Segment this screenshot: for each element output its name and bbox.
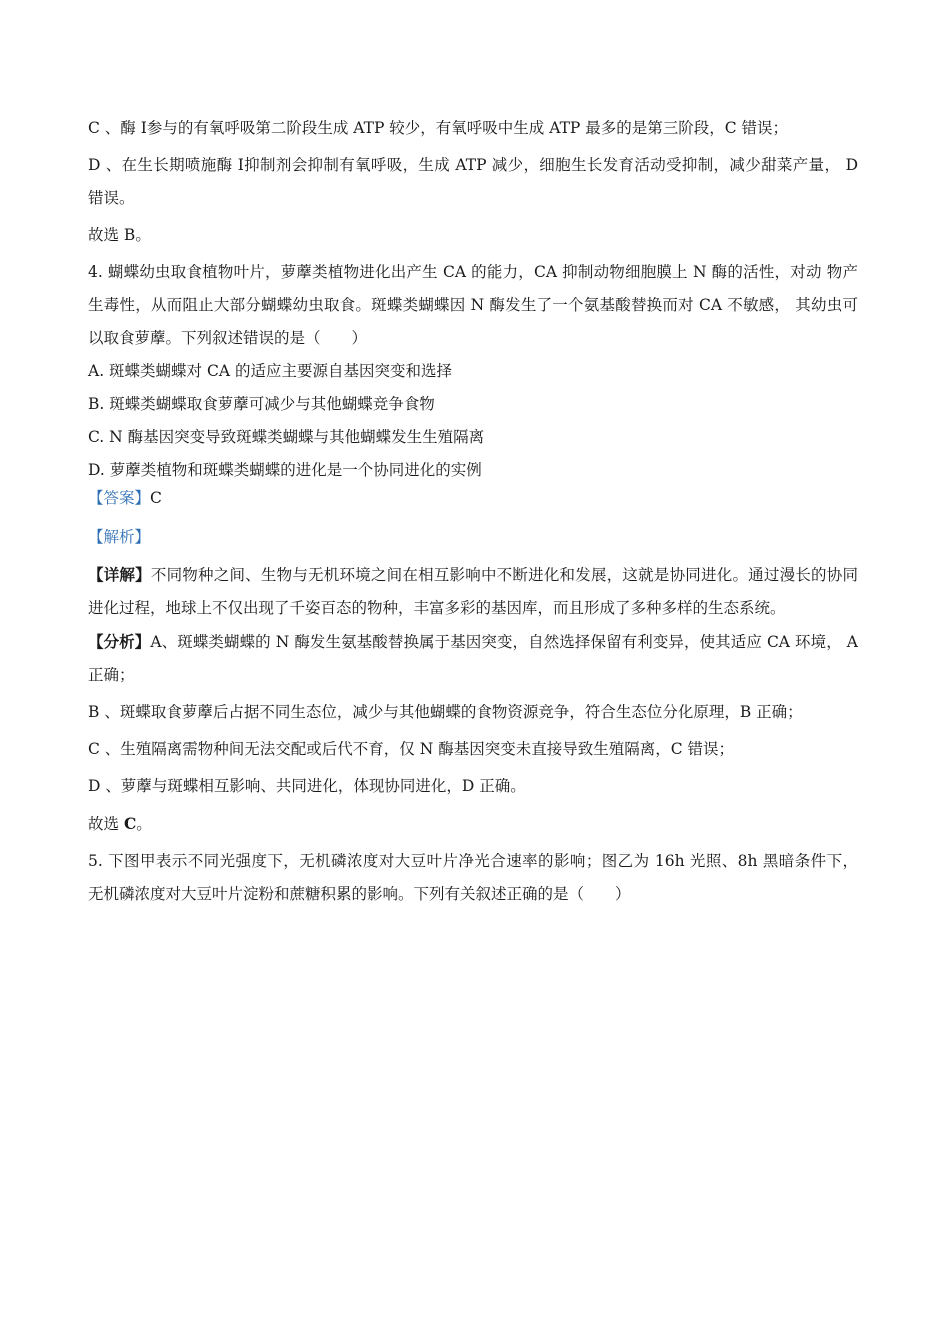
answer-tag: 【答案】	[88, 489, 151, 507]
question-4-conclusion	[88, 807, 858, 841]
conclusion-prefix: 故选	[88, 815, 124, 833]
question-4-option-a: A. 斑蝶类蝴蝶对 CA 的适应主要源自基因突变和选择	[88, 362, 452, 380]
analysis-tag: 【解析】	[88, 528, 151, 546]
detail-paragraph	[88, 558, 858, 625]
question-4-option-b: B. 斑蝶类蝴蝶取食萝藦可减少与其他蝴蝶竞争食物	[88, 395, 435, 413]
question-5-stem: 5. 下图甲表示不同光强度下，无机磷浓度对大豆叶片净光合速率的影响；图乙为 16h 光照、8h 黑暗条件下， 无机磷浓度对大豆叶片淀粉和蔗糖积累的影响。下列有关叙述正确的是（ ）	[88, 852, 858, 903]
analysis-heading	[88, 521, 858, 554]
conclusion-suffix: 。	[136, 815, 152, 833]
prev-explanation-c: C 、酶 Ⅰ参与的有氧呼吸第二阶段生成 ATP 较少，有氧呼吸中生成 ATP 最多的是第三阶段，C 错误；	[88, 119, 789, 137]
question-4-stem: 4. 蝴蝶幼虫取食植物叶片，萝藦类植物进化出产生 CA 的能力，CA 抑制动物细胞膜上 N 酶的活性，对动 物产生毒性，从而阻止大部分蝴蝶幼虫取食。斑蝶类蝴蝶因 N 酶发生了一个氨基酸替换而对 CA 不敏感， 其幼虫可以取食萝藦。下列叙述错误的是（ ）	[88, 263, 858, 347]
detail-text: 不同物种之间、生物与无机环境之间在相互影响中不断进化和发展，这就是协同进化。通过漫长的协同进化过程，地球上不仅出现了千姿百态的物种，丰富多彩的基因库，而且形成了多种多样的生态系统。	[88, 566, 858, 617]
answer-line	[88, 487, 858, 509]
fenxi-tag: 【分析】	[88, 632, 151, 651]
conclusion-value: C	[123, 814, 137, 833]
detail-tag: 【详解】	[88, 565, 151, 584]
question-4-option-d: D. 萝藦类植物和斑蝶类蝴蝶的进化是一个协同进化的实例	[88, 461, 482, 479]
fenxi-b: B 、斑蝶取食萝藦后占据不同生态位，减少与其他蝴蝶的食物资源竞争，符合生态位分化原理，B 正确；	[88, 703, 803, 721]
fenxi-a	[88, 625, 858, 692]
fenxi-c: C 、生殖隔离需物种间无法交配或后代不育，仅 N 酶基因突变未直接导致生殖隔离，C 错误；	[88, 740, 734, 758]
question-4-option-c: C. N 酶基因突变导致斑蝶类蝴蝶与其他蝴蝶发生生殖隔离	[88, 428, 485, 446]
fenxi-d: D 、萝藦与斑蝶相互影响、共同进化，体现协同进化，D 正确。	[88, 777, 526, 795]
prev-conclusion: 故选 B。	[88, 226, 151, 244]
document-page	[88, 112, 858, 911]
fenxi-a-text: A、斑蝶类蝴蝶的 N 酶发生氨基酸替换属于基因突变，自然选择保留有利变异，使其适应 CA 环境， A 正确；	[88, 633, 858, 684]
prev-explanation-d: D 、在生长期喷施酶 Ⅰ抑制剂会抑制有氧呼吸，生成 ATP 减少，细胞生长发育活动受抑制，减少甜菜产量， D 错误。	[88, 156, 858, 207]
answer-value: C	[150, 489, 162, 507]
